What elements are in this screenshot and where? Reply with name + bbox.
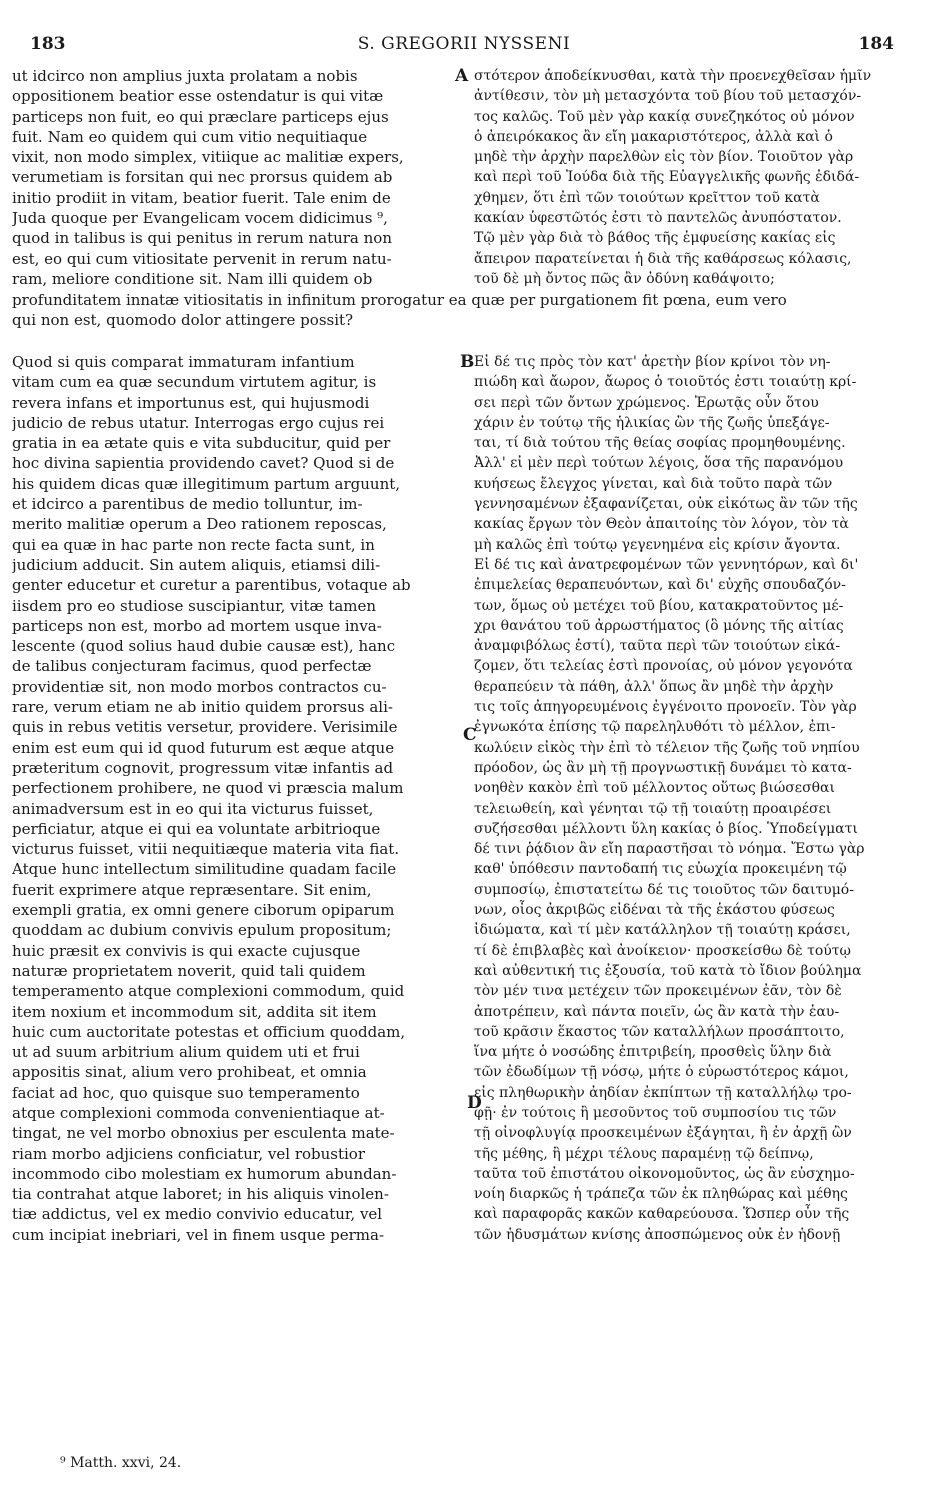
latin-text-line: incommodo cibo molestiam ex humorum abundan- [12, 1164, 397, 1183]
greek-text-line: σει περὶ τῶν ὄντων χρώμενος. Ἐρωτᾷς οὖν ὅτου [474, 394, 819, 411]
latin-text-line: hoc divina sapientia providendo cavet? Quod si de [12, 454, 395, 473]
greek-text-line: καὶ αὐθεντική τις ἐξουσία, τοῦ κατὰ τὸ ἴδιον βούλημα [474, 962, 862, 979]
latin-text-line: rare, verum etiam ne ab initio quidem prorsus ali- [12, 698, 393, 717]
latin-text-line: item noxium et incommodum sit, addita sit item [12, 1002, 377, 1021]
latin-text-line: providentiæ sit, non modo morbos contractos cu- [12, 677, 387, 696]
page-number-right: 184 [858, 34, 894, 54]
greek-text-line: τοῦ δὲ μὴ ὄντος πῶς ἂν ὀδύνη καθάψοιτο; [474, 270, 775, 287]
latin-text-line: quoddam ac dubium convivis epulum propositum; [12, 921, 392, 940]
greek-text-line: τελειωθείη, καὶ γένηται τῷ τῇ τοιαύτῃ προαιρέσει [474, 800, 832, 817]
latin-text-line: fuerit exprimere atque repræsentare. Sit enim, [12, 880, 372, 899]
greek-text-line: Ἀλλ' εἰ μὲν περὶ τούτων λέγοις, ὅσα τῆς παρανόμου [474, 455, 844, 472]
section-marker-d: D [467, 1093, 482, 1113]
greek-text-line: τῇ οἰνοφλυγίᾳ προσκειμένων ἐξάγηται, ἢ ἐν ἀρχῇ ὢν [474, 1125, 852, 1142]
latin-text-line: iisdem pro eo studiose suscipiantur, vitæ tamen [12, 596, 377, 615]
greek-text-line: μηδὲ τὴν ἀρχὴν παρελθὼν εἰς τὸν βίον. Τοιοῦτον γὰρ [474, 149, 854, 166]
latin-text-line: tiæ addictus, vel ex medio convivio educatur, vel [12, 1205, 383, 1224]
greek-text-line: χάριν ἐν τούτῳ τῆς ἡλικίας ὢν τῆς ζωῆς ὑπεξάγε- [474, 414, 830, 431]
greek-text-line: θεραπεύειν τὰ πάθη, ἀλλ' ὅπως ἂν μηδὲ τὴν ἀρχὴν [474, 678, 834, 695]
latin-column-main [12, 352, 457, 1245]
greek-text-line: εἰς πληθωρικὴν ἀηδίαν ἐκπίπτων τῇ καταλλήλῳ τρο- [474, 1084, 852, 1101]
latin-text-line: Juda quoque per Evangelicam vocem didicimus ⁹, [12, 209, 388, 228]
section-marker-a: A [455, 66, 469, 86]
latin-text-line: præteritum cognovit, progressum vitæ infantis ad [12, 758, 394, 777]
greek-text-line: στότερον ἀποδείκνυσθαι, κατὰ τὴν προενεχθεῖσαν ἡμῖν [474, 68, 872, 84]
greek-text-line: πρόοδον, ὡς ἂν μὴ τῇ προγνωστικῇ δυνάμει τὸ κατα- [474, 759, 852, 776]
greek-text-line: τῆς μέθης, ἢ μέχρι τέλους παραμένῃ τῷ δείπνῳ, [474, 1145, 814, 1162]
greek-text-line: κωλύειν εἰκὸς τὴν ἐπὶ τὸ τέλειον τῆς ζωῆς τοῦ νηπίου [474, 739, 860, 756]
greek-text-line: γεννησαμένων ἐξαφανίζεται, οὐκ εἰκότως ἂν τῶν τῆς [474, 496, 858, 513]
latin-text-line: riam morbo adjiciens conficiatur, vel robustior [12, 1144, 366, 1163]
latin-text-line: judicium adducit. Sin autem aliquis, etiamsi dili- [12, 555, 381, 574]
greek-text-line: ἰδιώματα, καὶ τί μὲν κατάλληλον τῇ τοιαύτῃ κράσει, [474, 922, 851, 939]
latin-text-line: de talibus conjecturam facimus, quod perfectæ [12, 657, 372, 676]
greek-text-line: χθημεν, ὅτι ἐπὶ τῶν τοιούτων κρεῖττον τοῦ κατὰ [474, 189, 820, 206]
latin-text-line: particeps non est, morbo ad mortem usque inva- [12, 616, 382, 635]
latin-text-line: genter educetur et curetur a parentibus, votaque ab [12, 576, 411, 595]
greek-text-line: κυήσεως ἔλεγχος γίνεται, καὶ διὰ τοῦτο παρὰ τῶν [474, 475, 833, 492]
latin-text-line: oppositionem beatior esse ostendatur is qui vitæ [12, 87, 384, 106]
latin-text-line: est, eo qui cum vitiositate pervenit in rerum natu- [12, 249, 392, 268]
latin-text-line: animadversum est in eo qui ita victurus fuisset, [12, 799, 374, 818]
greek-text-line: νοηθὲν κακὸν ἐπὶ τοῦ μέλλοντος οὕτως βιώσεσθαι [474, 780, 835, 797]
greek-text-line: καὶ παραφορᾶς κακῶν καθαρεύουσα. Ὥσπερ οὖν τῆς [474, 1206, 850, 1223]
full-width-latin [12, 290, 918, 331]
greek-text-line: χρι θανάτου τοῦ ἀρρωστήματος (ὃ μόνης τῆς αἰτίας [474, 617, 844, 634]
latin-text-line: tingat, ne vel morbo obnoxius per esculenta mate- [12, 1124, 395, 1143]
footnote: ⁹ Matth. xxvi, 24. [60, 1455, 182, 1471]
greek-text-line: Εἰ δέ τις πρὸς τὸν κατ' ἀρετὴν βίον κρίνοι τὸν νη- [474, 354, 831, 370]
latin-text-line: atque complexioni commoda convenientiaque at- [12, 1103, 385, 1122]
page-number-left: 183 [30, 34, 66, 54]
latin-text-line: particeps non fuit, eo qui præclare particeps ejus [12, 107, 389, 126]
greek-text-line: καὶ περὶ τοῦ Ἰούδα διὰ τῆς Εὐαγγελικῆς φωνῆς ἐδιδά- [474, 169, 860, 186]
latin-text-line: appositis sinat, alium vero prohibeat, et omnia [12, 1063, 367, 1082]
greek-text-line: ἵνα μήτε ὁ νοσώδης ἐπιτριβείη, προσθεὶς ὕλην διὰ [474, 1044, 832, 1061]
latin-text-line: Atque hunc intellectum similitudine quadam facile [12, 860, 397, 879]
latin-text-line: ut idcirco non amplius juxta prolatam a nobis [12, 67, 358, 85]
latin-text-line: faciat ad hoc, quo quisque suo temperamento [12, 1083, 360, 1102]
latin-text-line: perficiatur, atque ei qui ea voluntate arbitrioque [12, 819, 381, 838]
greek-text-line: κακίαν ὑφεστῶτός ἐστι τὸ παντελῶς ἀνυπόστατον. [474, 210, 842, 227]
greek-text-line: τοῦ κρᾶσιν ἕκαστος τῶν καταλλήλων προσάπτοιτο, [474, 1023, 845, 1040]
greek-text-line: Τῷ μὲν γὰρ διὰ τὸ βάθος τῆς ἐμφυείσης κακίας εἰς [474, 230, 836, 247]
latin-text-line: temperamento atque complexioni commodum, quid [12, 982, 405, 1001]
latin-column-top [12, 66, 457, 289]
latin-text-line: naturæ proprietatem noverit, quid tali quidem [12, 961, 366, 980]
latin-text-line: qui ea quæ in hac parte non recte facta sunt, in [12, 535, 375, 554]
greek-text-line: νοίη διαρκῶς ἡ τράπεζα τῶν ἐκ πληθώρας καὶ μέθης [474, 1186, 848, 1203]
latin-text-line: tia contrahat atque laboret; in his aliquis vinolen- [12, 1185, 389, 1204]
latin-text-line: fuit. Nam eo quidem qui cum vitio nequitiaque [12, 127, 368, 146]
greek-text-line: μὴ καλῶς ἐπὶ τούτῳ γεγενημένα εἰς κρίσιν ἄγοντα. [474, 536, 841, 553]
greek-text-line: καθ' ὑπόθεσιν παντοδαπή τις εὐωχία προκειμένη τῷ [474, 861, 847, 878]
greek-text-line: ἀναμφιβόλως ἐστί), ταῦτα περὶ τῶν τοιούτων εἰκά- [474, 638, 841, 655]
greek-text-line: πιώδη καὶ ἄωρον, ἄωρος ὁ τοιοῦτός ἐστι τοιαύτῃ κρί- [474, 374, 857, 391]
greek-text-line: ἐπιμελείας θεραπευόντων, καὶ δι' εὐχῆς σπουδαζόν- [474, 577, 846, 594]
greek-text-line: νων, οἷος ἀκριβῶς εἰδέναι τὰ τῆς ἑκάστου φύσεως [474, 902, 835, 919]
latin-text-line: et idcirco a parentibus de medio tolluntur, im- [12, 495, 363, 514]
greek-text-line: ται, τί διὰ τούτου τῆς θείας σοφίας προμηθουμένης. [474, 435, 846, 452]
latin-text-line: huic cum auctoritate potestas et officium quoddam, [12, 1022, 406, 1041]
greek-text-line: ἄπειρον παρατείνεται ἡ διὰ τῆς καθάρσεως κόλασις, [474, 250, 852, 267]
greek-text-line: ἀντίθεσιν, τὸν μὴ μετασχόντα τοῦ βίου τοῦ μετασχόν- [474, 88, 862, 105]
running-header [0, 34, 928, 58]
latin-text-line: ram, meliore conditione sit. Nam illi quidem ob [12, 269, 373, 288]
latin-text-line: enim est eum qui id quod futurum est æque atque [12, 738, 395, 757]
latin-text-line: Quod si quis comparat immaturam infantium [12, 353, 355, 371]
latin-text-line: revera infans et importunus est, qui hujusmodi [12, 393, 370, 412]
latin-text-line: exempli gratia, ex omni genere ciborum opiparum [12, 901, 395, 920]
greek-text-line: δέ τινι ῥᾴδιον ἂν εἴη παραστῆσαι τὸ νόημα. Ἔστω γὰρ [474, 841, 865, 858]
running-title: S. GREGORII NYSSENI [357, 34, 571, 54]
latin-text-line: victurus fuisset, vitii nequitiæque materia vita fiat. [12, 840, 400, 859]
latin-text-line: gratia in ea ætate quis e vita subducitur, quid per [12, 434, 391, 453]
greek-text-line: συζήσεσθαι μέλλοντι ὕλη κακίας ὁ βίος. Ὑποδείγματι [474, 820, 858, 837]
latin-text-line: perfectionem prohibere, ne quod vi præscia malum [12, 779, 404, 798]
greek-text-line: συμποσίῳ, ἐπιστατείτω δέ τις τοιοῦτος τῶν δαιτυμό- [474, 881, 854, 898]
greek-text-line: τί δὲ ἐπιβλαβὲς καὶ ἀνοίκειον· προσκείσθω δὲ τούτῳ [474, 942, 851, 959]
latin-text-line: his quidem dicas quæ illegitimum partum arguunt, [12, 474, 401, 493]
latin-text-line: merito malitiæ operum a Deo rationem reposcas, [12, 515, 387, 534]
latin-text-line: quis in rebus vetitis versetur, providere. Verisimile [12, 718, 398, 737]
latin-text-line: cum incipiat inebriari, vel in finem usque perma- [12, 1225, 385, 1244]
greek-text-line: τῶν ἡδυσμάτων κνίσης ἀποσπώμενος οὐκ ἐν ἡδονῇ [474, 1226, 841, 1243]
greek-text-line: των, ὅμως οὐ μετέχει τοῦ βίου, κατακρατοῦντος μέ- [474, 597, 844, 614]
greek-text-line: ἐγνωκότα ἐπίσης τῷ παρεληλυθότι τὸ μέλλον, ἐπι- [474, 719, 836, 736]
greek-text-line: φῇ· ἐν τούτοις ἢ μεσοῦντος τοῦ συμποσίου τις τῶν [474, 1104, 837, 1121]
greek-text-line: τῶν ἐδωδίμων τῇ νόσῳ, μήτε ὁ εὐρωστότερος κάμοι, [474, 1064, 849, 1081]
greek-text-line: ταῦτα τοῦ ἐπιστάτου οἰκονομοῦντος, ὡς ἂν εὐσχημο- [474, 1165, 855, 1182]
latin-text-line: huic præsit ex convivis is qui exacte cujusque [12, 941, 361, 960]
latin-text-line: initio prodiit in vitam, beatior fuerit. Tale enim de [12, 188, 391, 207]
greek-text-line: τις τοῖς ἀπηγορευμένοις ἐγγένοιτο προνοεῖν. Τὸν γὰρ [474, 699, 857, 716]
section-marker-b: B [460, 352, 475, 372]
greek-text-line: κακίας ἔργων τὸν Θεὸν ἀπαιτοίης τὸν λόγον, τὸν τὰ [474, 516, 849, 533]
greek-text-line: ὁ ἀπειρόκακος ἂν εἴη μακαριστότερος, ἀλλὰ καὶ ὁ [474, 128, 833, 145]
greek-text-line: ἀποτρέπειν, καὶ πάντα ποιεῖν, ὡς ἂν κατὰ τὴν ἑαυ- [474, 1003, 840, 1020]
latin-text-line: quod in talibus is qui penitus in rerum natura non [12, 229, 392, 248]
greek-text-line: ζομεν, ὅτι τελείας ἐστὶ προνοίας, οὐ μόνον γεγονότα [474, 658, 853, 675]
greek-text-line: τὸν μέν τινα μετέχειν τῶν προκειμένων ἐᾶν, τὸν δὲ [474, 983, 842, 1000]
fullwidth-text-line: qui non est, quomodo dolor attingere possit? [12, 311, 354, 330]
section-marker-c: C [463, 725, 477, 745]
latin-text-line: vixit, non modo simplex, vitiique ac malitiæ expers, [12, 148, 404, 167]
greek-text-line: τος καλῶς. Τοῦ μὲν γὰρ κακίᾳ συνεζηκότος οὐ μόνον [474, 108, 855, 125]
fullwidth-text-line: profunditatem innatæ vitiositatis in infinitum prorogatur ea quæ per purgationem fit pœna, eum vero [12, 291, 787, 309]
greek-column-main [474, 352, 914, 1245]
latin-text-line: judicio de rebus utatur. Interrogas ergo cujus rei [12, 413, 385, 432]
latin-text-line: vitam cum ea quæ secundum virtutem agitur, is [12, 373, 377, 392]
greek-text-line: Εἰ δέ τις καὶ ἀνατρεφομένων τῶν γεννητόρων, καὶ δι' [474, 556, 859, 573]
greek-column-top [474, 66, 914, 289]
latin-text-line: ut ad suum arbitrium alium quidem uti et frui [12, 1043, 360, 1062]
latin-text-line: lescente (quod solius haud dubie causæ est), hanc [12, 637, 396, 656]
latin-text-line: verumetiam is forsitan qui nec prorsus quidem ab [12, 168, 393, 187]
